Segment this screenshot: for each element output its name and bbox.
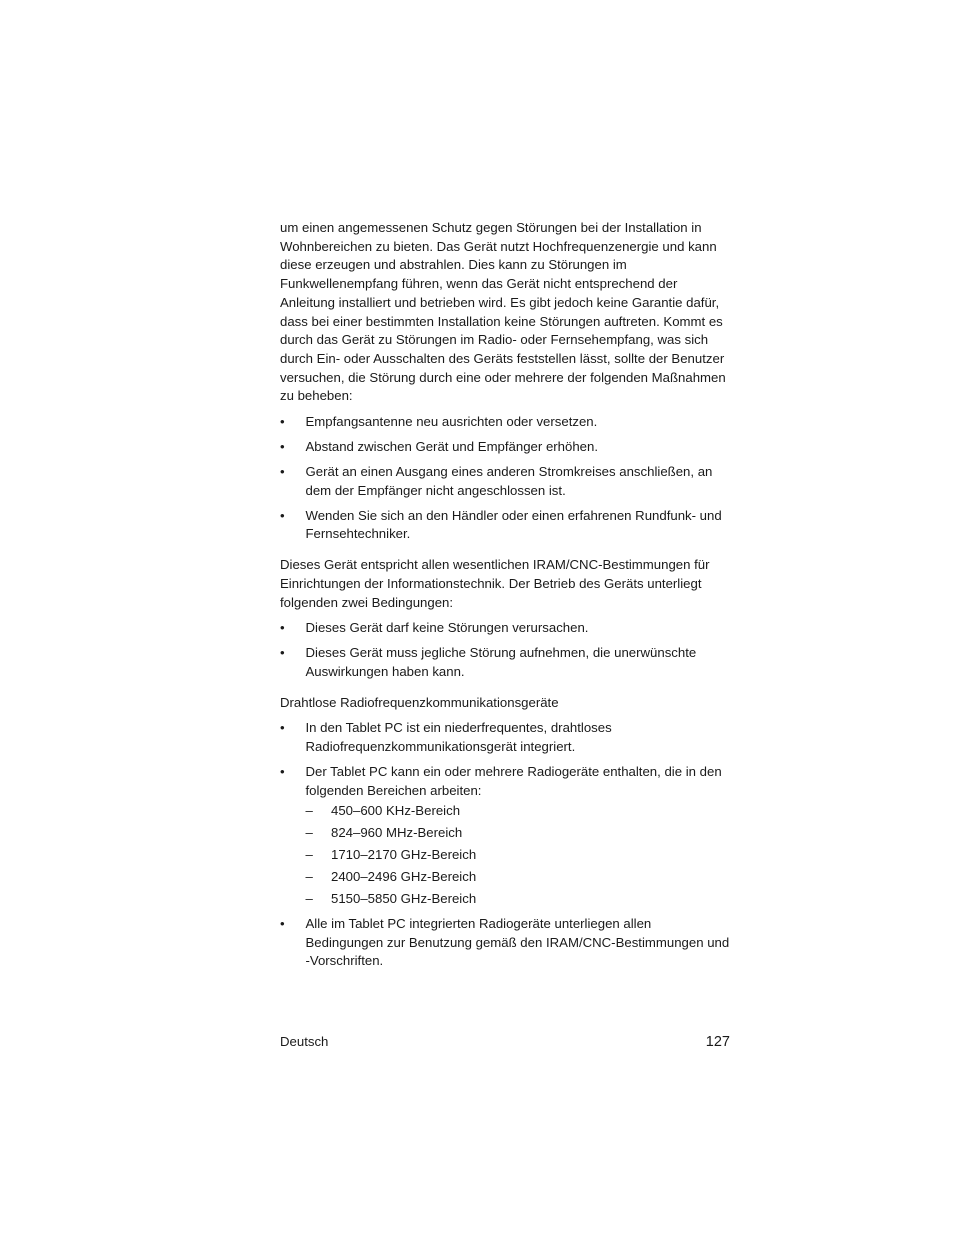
page-body (280, 219, 732, 977)
dash-icon: – (305, 825, 313, 841)
bullet-icon: • (280, 720, 285, 736)
list-item (280, 763, 732, 909)
list-item (280, 507, 732, 544)
dash-icon: – (305, 847, 313, 863)
frequency-range-item (306, 890, 733, 909)
dash-icon: – (305, 891, 313, 907)
frequency-range-item (306, 802, 733, 821)
frequency-range-text: 450–600 KHz-Bereich (331, 803, 461, 819)
bullet-icon: • (280, 464, 285, 480)
list-item-text: Dieses Gerät muss jegliche Störung aufnehmen, die unerwünschte Auswirkungen haben kann. (305, 645, 697, 679)
list-item (280, 463, 732, 500)
conditions-list (280, 619, 732, 681)
frequency-range-list (306, 802, 733, 908)
frequency-range-text: 5150–5850 GHz-Bereich (331, 891, 477, 907)
bullet-icon: • (280, 414, 285, 430)
frequency-range-text: 1710–2170 GHz-Bereich (331, 847, 477, 863)
bullet-icon: • (280, 507, 285, 523)
list-item (280, 644, 732, 681)
intro-paragraph: um einen angemessenen Schutz gegen Störungen bei der Installation in Wohnbereichen zu bieten. Das Gerät nutzt Hochfrequenzenergie und kann diese erzeugen und abstrahlen. Dies kann zu Störungen im Funkwellenempfang führen, wenn das Gerät nicht entsprechend der Anleitung installiert und betrieben wird. Es gibt jedoch keine Garantie dafür, dass bei einer bestimmten Installation keine Störungen auftreten. Kommt es durch das Gerät zu Störungen im Radio- oder Fernsehempfang, was sich durch Ein- oder Ausschalten des Geräts feststellen lässt, sollte der Benutzer versuchen, die Störung durch eine oder mehrere der folgenden Maßnahmen zu beheben: (280, 220, 726, 404)
dash-icon: – (305, 803, 313, 819)
compliance-paragraph: Dieses Gerät entspricht allen wesentlichen IRAM/CNC-Bestimmungen für Einrichtungen der Informationstechnik. Der Betrieb des Geräts unterliegt folgenden zwei Bedingungen: (280, 557, 710, 610)
radio-devices-list (280, 719, 732, 971)
list-item-text: Wenden Sie sich an den Händler oder einen erfahrenen Rundfunk- und Fernsehtechniker. (305, 507, 722, 542)
list-item-text: Gerät an einen Ausgang eines anderen Stromkreises anschließen, an dem der Empfänger nicht angeschlossen ist. (305, 464, 713, 498)
bullet-icon: • (280, 620, 285, 636)
dash-icon: – (305, 869, 313, 885)
footer-language: Deutsch (280, 1034, 329, 1049)
list-item (280, 915, 732, 971)
bullet-icon: • (280, 645, 285, 661)
list-item-text: Dieses Gerät darf keine Störungen verursachen. (305, 620, 589, 636)
list-item-text: In den Tablet PC ist ein niederfrequentes, drahtloses Radiofrequenzkommunikationsgerät integriert. (305, 720, 612, 755)
frequency-range-text: 2400–2496 GHz-Bereich (331, 869, 477, 885)
bullet-icon: • (280, 764, 285, 780)
section-heading: Drahtlose Radiofrequenzkommunikationsgeräte (280, 694, 559, 710)
frequency-range-item (306, 846, 733, 865)
frequency-range-item (306, 824, 733, 843)
list-item (280, 719, 732, 756)
list-item-text: Empfangsantenne neu ausrichten oder versetzen. (305, 414, 598, 430)
list-item (280, 619, 732, 638)
frequency-range-item (306, 868, 733, 887)
measures-list (280, 413, 732, 544)
frequency-range-text: 824–960 MHz-Bereich (331, 825, 463, 841)
list-item-text: Alle im Tablet PC integrierten Radiogeräte unterliegen allen Bedingungen zur Benutzung gemäß den IRAM/CNC-Bestimmungen und -Vorschriften. (305, 916, 730, 969)
list-item-text: Abstand zwischen Gerät und Empfänger erhöhen. (305, 439, 599, 455)
list-item (280, 413, 732, 432)
list-item (280, 438, 732, 457)
list-item-text: Der Tablet PC kann ein oder mehrere Radiogeräte enthalten, die in den folgenden Bereichen arbeiten: (305, 764, 722, 798)
page-number: 127 (705, 1034, 730, 1050)
bullet-icon: • (280, 916, 285, 932)
bullet-icon: • (280, 439, 285, 455)
